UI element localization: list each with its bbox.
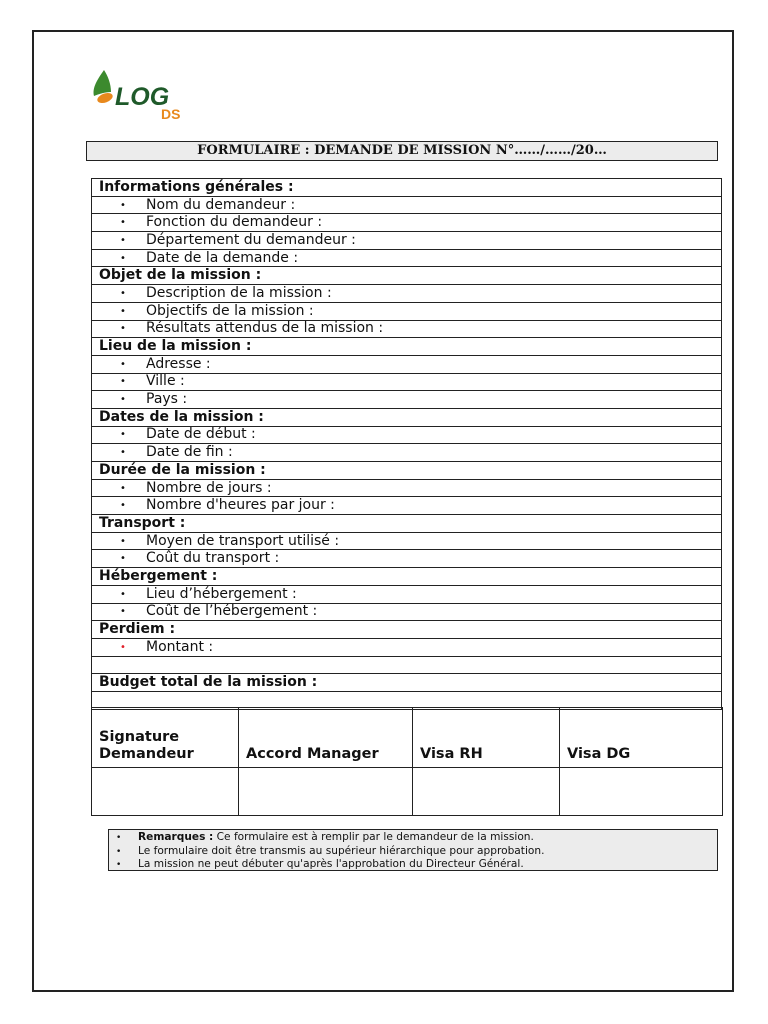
bullet-icon: • <box>116 860 122 871</box>
field-row <box>92 285 722 303</box>
section-row <box>92 568 722 586</box>
section-row <box>92 515 722 533</box>
field-row <box>92 532 722 550</box>
bullet-icon: • <box>120 588 126 600</box>
bullet-icon: • <box>116 833 122 843</box>
field-cell[interactable] <box>92 479 722 497</box>
logo-graphic <box>91 70 201 122</box>
remarks-line-2: • Le formulaire doit être transmis au supérieur hiérarchique pour approbation. <box>116 844 545 857</box>
section-row <box>92 338 722 356</box>
field-row <box>92 550 722 568</box>
field-row <box>92 603 722 621</box>
bullet-icon: • <box>120 252 126 264</box>
field-row <box>92 249 722 267</box>
field-label: Date de la demande : <box>146 249 299 266</box>
section-heading: Transport : <box>92 515 722 533</box>
remarks-label: Remarques : <box>138 831 214 843</box>
field-label: Résultats attendus de la mission : <box>146 320 384 337</box>
field-label: Lieu d’hébergement : <box>146 585 297 602</box>
section-heading: Objet de la mission : <box>92 267 722 285</box>
field-cell[interactable] <box>92 232 722 250</box>
section-heading: Perdiem : <box>92 621 722 639</box>
remarks-line-1: • Remarques : Ce formulaire est à remplir par le demandeur de la mission. <box>116 831 534 843</box>
section-row <box>92 621 722 639</box>
field-cell[interactable] <box>92 550 722 568</box>
bullet-icon: • <box>120 641 126 653</box>
bullet-icon: • <box>120 500 126 512</box>
field-row <box>92 497 722 515</box>
section-heading: Budget total de la mission : <box>92 674 722 692</box>
blank-cell[interactable] <box>92 656 722 674</box>
field-label: Coût de l’hébergement : <box>146 603 318 620</box>
bullet-icon: • <box>120 606 126 618</box>
company-logo <box>91 70 201 122</box>
field-cell[interactable] <box>92 320 722 338</box>
section-row <box>92 267 722 285</box>
section-heading: Lieu de la mission : <box>92 338 722 356</box>
field-label: Montant : <box>146 638 214 655</box>
field-cell[interactable] <box>92 302 722 320</box>
section-row <box>92 674 722 692</box>
bullet-icon: • <box>120 358 126 370</box>
bullet-icon: • <box>120 287 126 299</box>
field-cell[interactable] <box>92 214 722 232</box>
section-heading: Durée de la mission : <box>92 462 722 480</box>
field-label: Moyen de transport utilisé : <box>146 532 340 549</box>
logo-main-text: LOG <box>115 83 170 111</box>
bullet-icon: • <box>120 305 126 317</box>
field-row <box>92 444 722 462</box>
section-heading: Dates de la mission : <box>92 408 722 426</box>
field-label: Nom du demandeur : <box>146 196 296 213</box>
field-row <box>92 426 722 444</box>
field-cell[interactable] <box>92 196 722 214</box>
field-cell[interactable] <box>92 444 722 462</box>
field-label: Pays : <box>146 391 188 408</box>
field-row <box>92 479 722 497</box>
signature-demandeur-field[interactable] <box>92 768 239 816</box>
signature-header-row <box>92 708 723 768</box>
visa-rh-header: Visa RH <box>413 708 560 768</box>
field-label: Nombre d'heures par jour : <box>146 497 335 514</box>
form-title: FORMULAIRE : DEMANDE DE MISSION N°……/……/20… <box>86 141 718 161</box>
field-label: Description de la mission : <box>146 284 332 301</box>
field-cell[interactable] <box>92 285 722 303</box>
signature-demandeur-header: Signature Demandeur <box>92 708 239 768</box>
field-row <box>92 214 722 232</box>
field-cell[interactable] <box>92 603 722 621</box>
accord-manager-header: Accord Manager <box>239 708 413 768</box>
section-row <box>92 179 722 197</box>
field-label: Département du demandeur : <box>146 231 356 248</box>
field-cell[interactable] <box>92 355 722 373</box>
section-heading: Informations générales : <box>92 179 722 197</box>
bullet-icon: • <box>120 429 126 441</box>
field-cell[interactable] <box>92 585 722 603</box>
remarks-box <box>108 829 718 871</box>
field-cell[interactable] <box>92 426 722 444</box>
field-cell[interactable] <box>92 497 722 515</box>
logo-leaf-icon <box>94 70 111 96</box>
remarks-line-3: • La mission ne peut débuter qu'après l'approbation du Directeur Général. <box>116 858 524 871</box>
section-row <box>92 462 722 480</box>
field-row <box>92 585 722 603</box>
bullet-icon: • <box>120 376 126 388</box>
field-cell[interactable] <box>92 638 722 656</box>
field-row <box>92 391 722 409</box>
field-row <box>92 196 722 214</box>
field-label: Ville : <box>146 373 185 390</box>
field-row <box>92 232 722 250</box>
signature-table <box>91 707 723 816</box>
blank-row <box>92 656 722 674</box>
field-row <box>92 638 722 656</box>
field-row <box>92 320 722 338</box>
field-row <box>92 373 722 391</box>
visa-dg-header: Visa DG <box>560 708 723 768</box>
section-row <box>92 408 722 426</box>
field-label: Objectifs de la mission : <box>146 302 314 319</box>
bullet-icon: • <box>120 482 126 494</box>
field-row <box>92 302 722 320</box>
field-label: Date de fin : <box>146 444 233 461</box>
bullet-icon: • <box>120 234 126 246</box>
bullet-icon: • <box>120 394 126 406</box>
field-cell[interactable] <box>92 373 722 391</box>
mission-form-table <box>91 178 722 710</box>
bullet-icon: • <box>120 323 126 335</box>
visa-rh-field[interactable] <box>413 768 560 816</box>
signature-space-row <box>92 768 723 816</box>
bullet-icon: • <box>120 217 126 229</box>
bullet-icon: • <box>116 846 122 857</box>
field-label: Coût du transport : <box>146 550 280 567</box>
logo-sub-text: DS <box>161 106 181 122</box>
bullet-icon: • <box>120 553 126 565</box>
bullet-icon: • <box>120 199 126 211</box>
accord-manager-field[interactable] <box>239 768 413 816</box>
field-label: Nombre de jours : <box>146 479 272 496</box>
field-label: Fonction du demandeur : <box>146 214 323 231</box>
field-cell[interactable] <box>92 532 722 550</box>
field-label: Adresse : <box>146 355 211 372</box>
field-row <box>92 355 722 373</box>
bullet-icon: • <box>120 447 126 459</box>
section-heading: Hébergement : <box>92 568 722 586</box>
field-cell[interactable] <box>92 391 722 409</box>
field-label: Date de début : <box>146 426 256 443</box>
bullet-icon: • <box>120 535 126 547</box>
visa-dg-field[interactable] <box>560 768 723 816</box>
field-cell[interactable] <box>92 249 722 267</box>
